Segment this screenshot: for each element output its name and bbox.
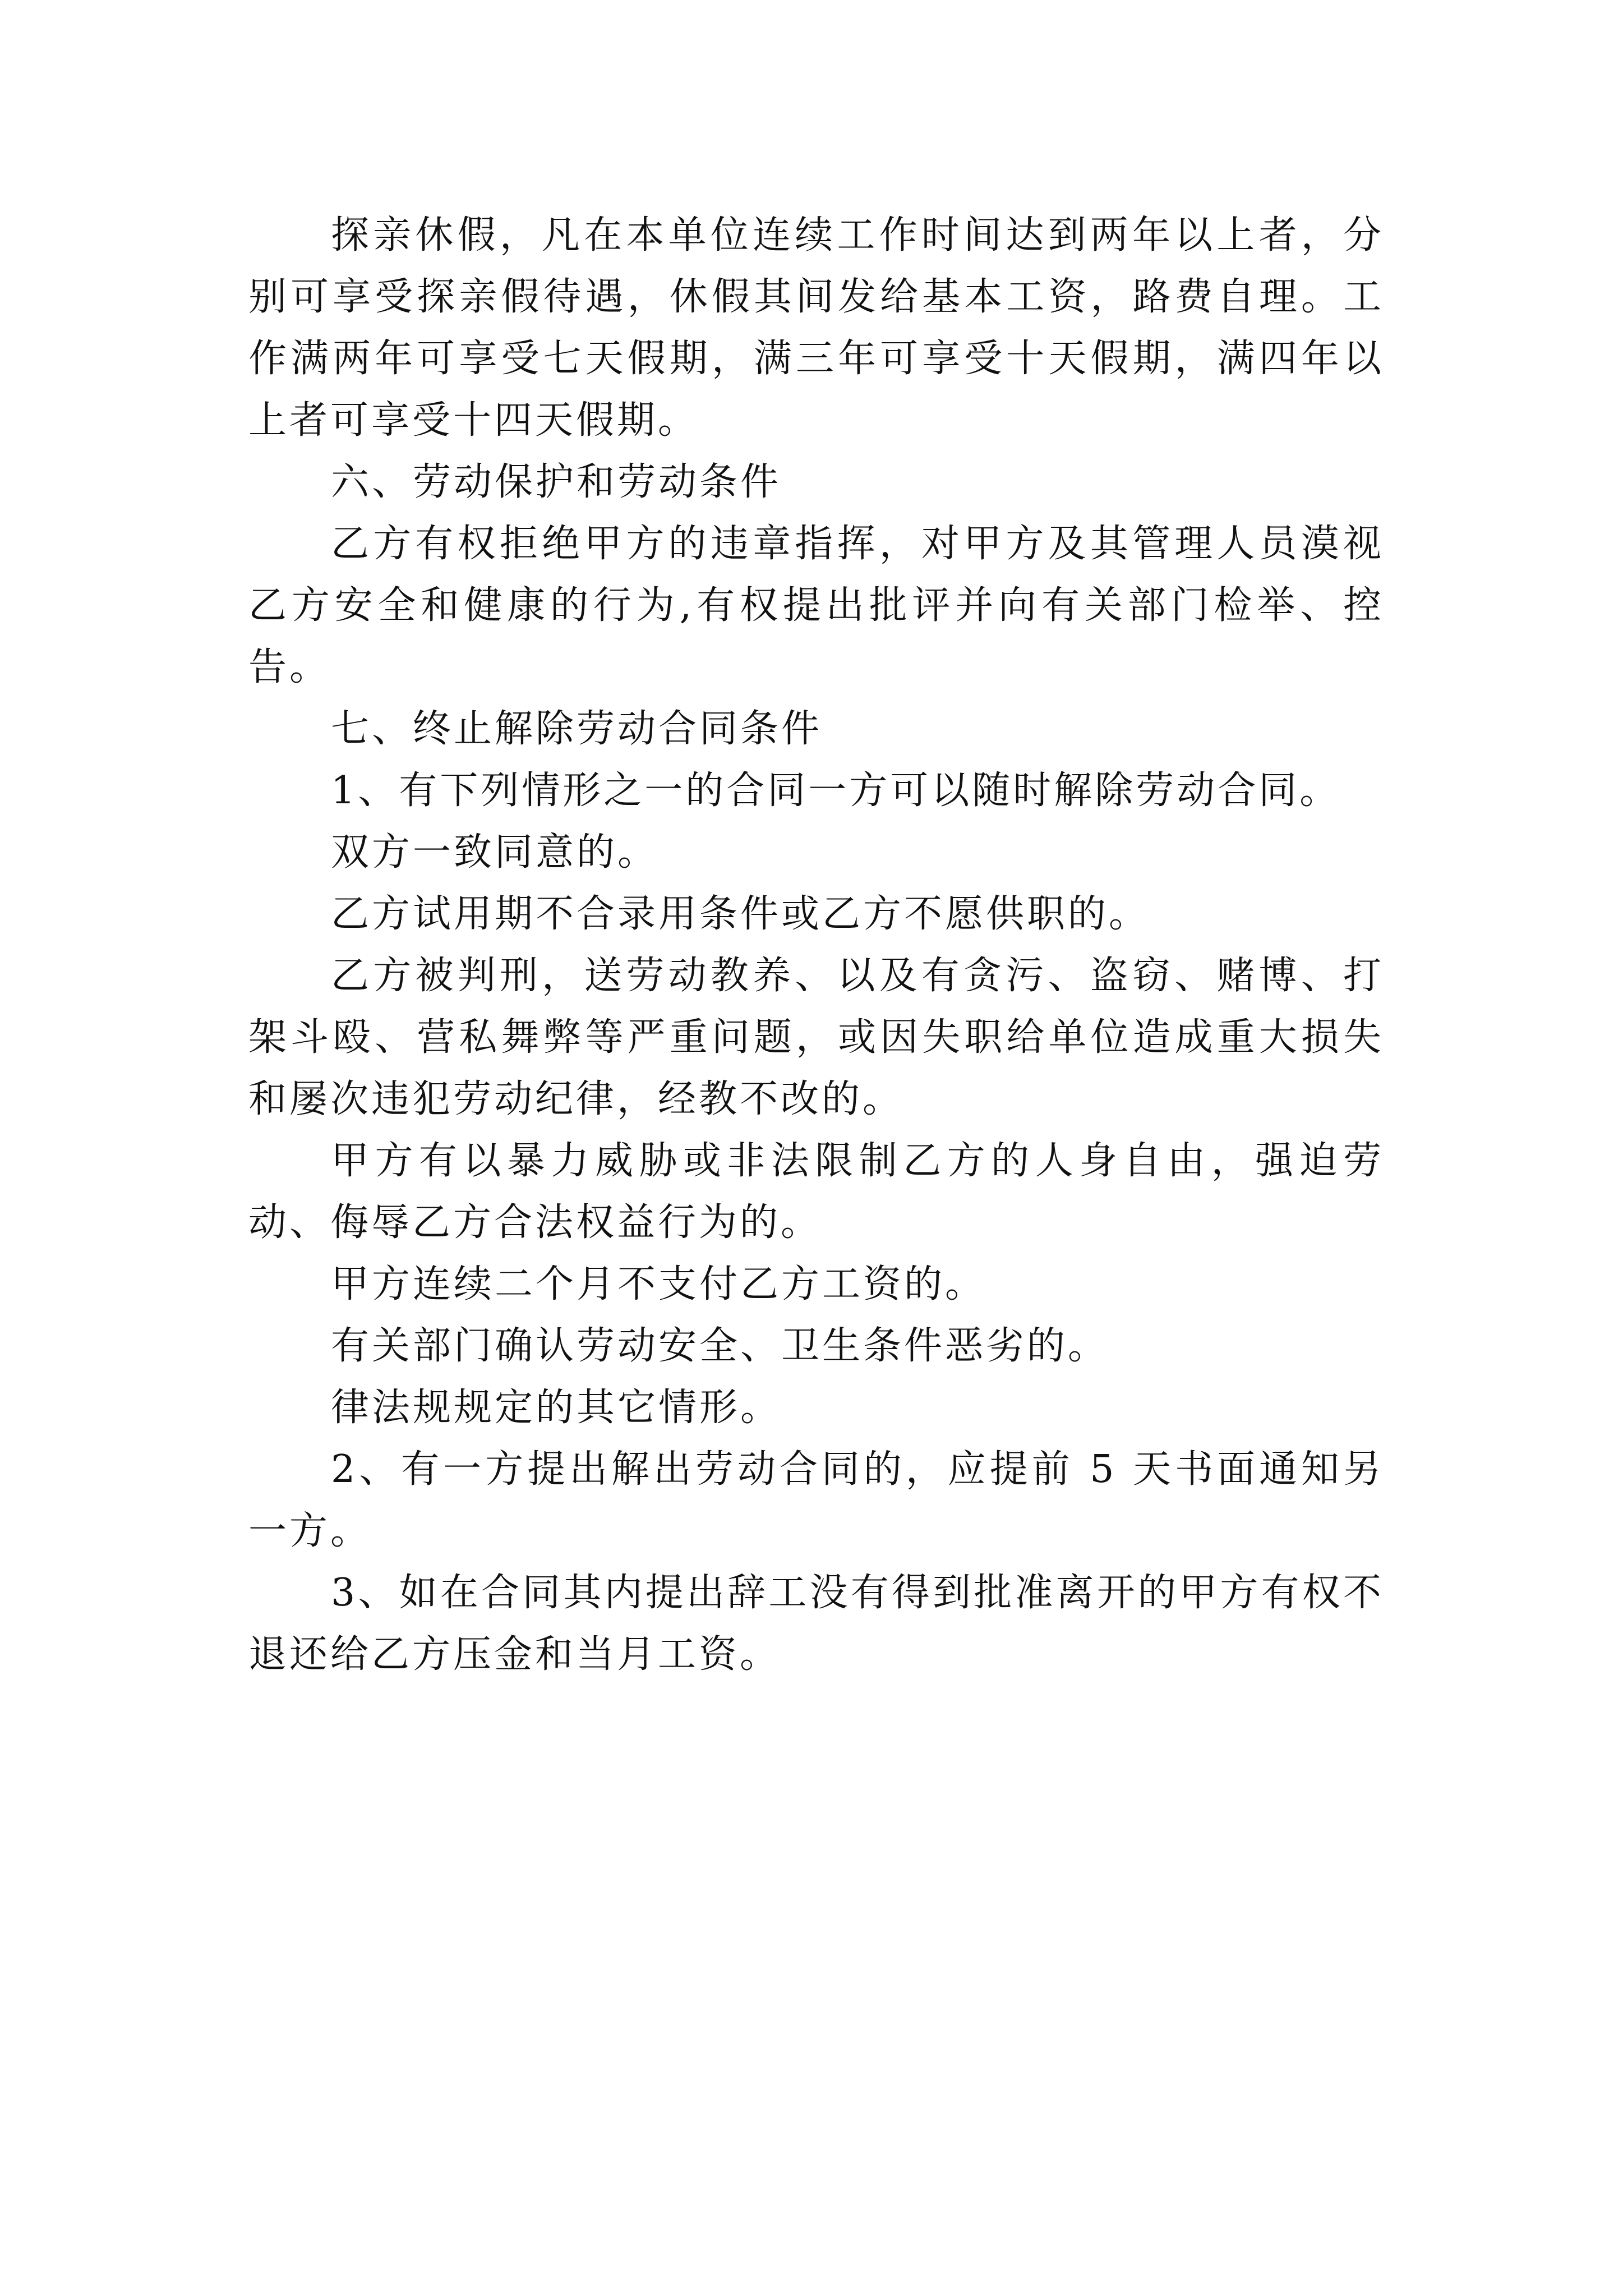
paragraph-refuse-orders: 乙方有权拒绝甲方的违章指挥，对甲方及其管理人员漠视乙方安全和健康的行为,有权提出批评并向有关部门检举、控告。 [248, 522, 1384, 689]
paragraph-unpaid-wages: 甲方连续二个月不支付乙方工资的。 [331, 1262, 986, 1306]
paragraph-misconduct: 乙方被判刑，送劳动教养、以及有贪污、盗窃、赌博、打架斗殴、营私舞弊等严重问题，或因失职给单位造成重大损失和屡次违犯劳动纪律，经教不改的。 [248, 954, 1384, 1121]
paragraph-unsafe-conditions: 有关部门确认劳动安全、卫生条件恶劣的。 [331, 1324, 1109, 1368]
section-heading-labor-protection: 六、劳动保护和劳动条件 [331, 460, 782, 504]
paragraph-probation: 乙方试用期不合录用条件或乙方不愿供职的。 [331, 892, 1150, 936]
paragraph-clause-2: 2、有一方提出解出劳动合同的，应提前 5 天书面通知另一方。 [248, 1447, 1384, 1553]
paragraph-mutual-consent: 双方一致同意的。 [331, 830, 659, 875]
paragraph-coercion: 甲方有以暴力威胁或非法限制乙方的人身自由，强迫劳动、侮辱乙方合法权益行为的。 [248, 1139, 1384, 1245]
paragraph-other-cases: 律法规规定的其它情形。 [331, 1386, 782, 1430]
section-heading-termination: 七、终止解除劳动合同条件 [331, 707, 823, 751]
paragraph-clause-1: 1、有下列情形之一的合同一方可以随时解除劳动合同。 [331, 769, 1341, 813]
paragraph-clause-3: 3、如在合同其内提出辞工没有得到批准离开的甲方有权不退还给乙方压金和当月工资。 [248, 1571, 1384, 1677]
paragraph-leave: 探亲休假，凡在本单位连续工作时间达到两年以上者，分别可享受探亲假待遇，休假其间发给基本工资，路费自理。工作满两年可享受七天假期，满三年可享受十天假期，满四年以上者可享受十四天假期。 [248, 213, 1384, 443]
document-body [248, 205, 1384, 1686]
